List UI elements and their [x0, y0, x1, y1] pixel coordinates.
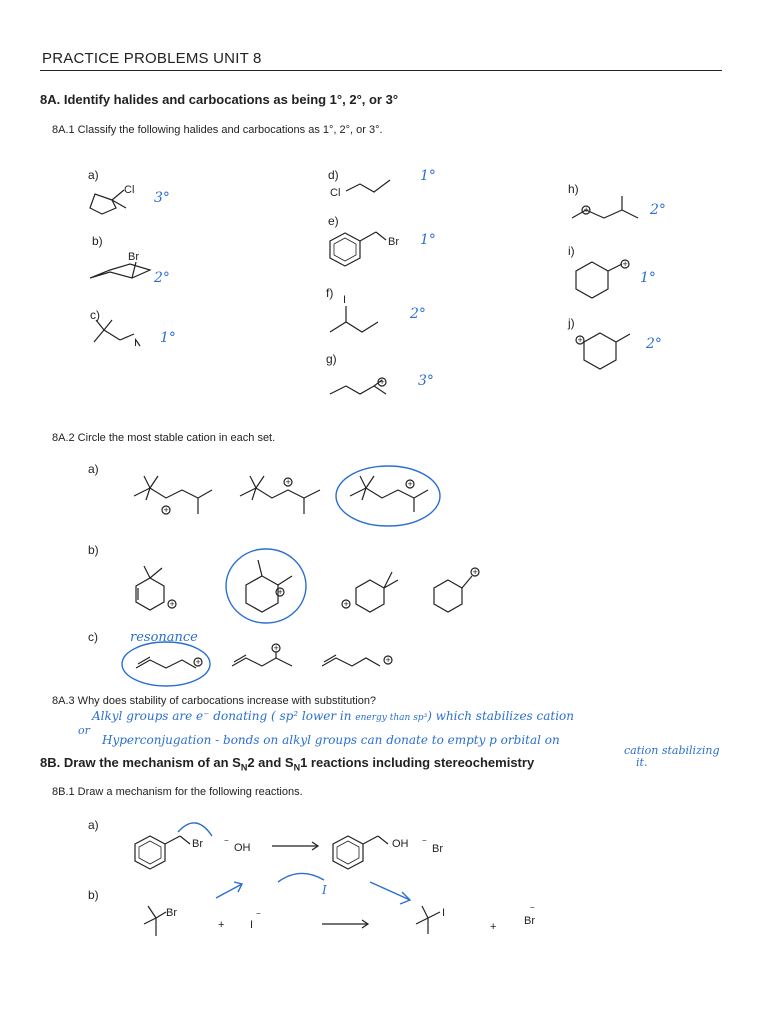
reaction-b-plus-1: +	[218, 919, 225, 931]
item-i-label: i)	[568, 244, 575, 258]
set-a-option-3-charge: +	[407, 479, 413, 489]
item-c-atom: I	[134, 337, 138, 349]
reaction-a	[135, 823, 443, 869]
reaction-a-nucleophile: OH	[234, 842, 251, 854]
reaction-b-nucleophile-charge: −	[256, 909, 261, 918]
resonance-note: resonance	[130, 630, 198, 645]
q-8a1-prompt: 8A.1 Classify the following halides and carbocations as 1°, 2°, or 3°.	[52, 124, 383, 136]
set-c-option-2-charge: +	[273, 643, 279, 653]
reaction-b-nucleophile: I	[250, 919, 254, 931]
item-c-label: c)	[90, 308, 100, 322]
reaction-b-label: b)	[88, 888, 99, 902]
reaction-a-leaving-charge: −	[422, 836, 427, 845]
reaction-b-product-atom: I	[442, 907, 446, 919]
q-8a3-answer-line2: Hyperconjugation - bonds on alkyl groups can donate to empty p orbital on	[102, 733, 560, 747]
section-8a-heading: 8A. Identify halides and carbocations as being 1°, 2°, or 3°	[40, 92, 399, 107]
answer-text-part-1: Alkyl groups are e⁻ donating ( sp² lower in	[92, 709, 356, 723]
item-f-label: f)	[326, 286, 334, 300]
q-8a3-prompt: 8A.3 Why does stability of carbocations increase with substitution?	[52, 695, 377, 707]
set-c-label: c)	[88, 630, 98, 644]
set-b-option-3-charge: +	[343, 599, 349, 609]
q-8a3-answer-line2-end: it.	[636, 756, 648, 769]
reaction-a-reactant-atom: Br	[192, 838, 203, 850]
reaction-b-leaving-charge: −	[530, 903, 535, 912]
page-title: PRACTICE PROBLEMS UNIT 8	[42, 50, 262, 67]
reaction-a-product-group: OH	[392, 838, 409, 850]
item-c-answer: 1°	[160, 330, 176, 346]
set-a-option-2-charge: +	[285, 477, 291, 487]
item-e-atom: Br	[388, 236, 399, 248]
reaction-b-leaving-group: Br	[524, 915, 535, 927]
answer-text-part-3: ) which stabilizes cation	[427, 709, 574, 723]
handwritten-sketch	[278, 873, 324, 882]
item-i-answer: 1°	[640, 270, 656, 286]
item-h-label: h)	[568, 182, 579, 196]
item-j-label: j)	[568, 316, 575, 330]
handwritten-arrow-2	[370, 882, 410, 900]
item-a-atom: Cl	[124, 184, 135, 196]
item-a-label: a)	[88, 168, 99, 182]
reaction-b-plus-2: +	[490, 921, 497, 933]
item-i-charge: +	[622, 259, 628, 269]
set-b-option-1-charge: +	[169, 599, 175, 609]
curved-arrow-a	[178, 823, 212, 836]
heading-8b-part-3: 1 reactions including stereochemistry	[300, 755, 535, 770]
reaction-a-leaving-group: Br	[432, 843, 443, 855]
set-a-option-1-charge: +	[163, 505, 169, 515]
set-b-option-4-charge: +	[472, 567, 478, 577]
reaction-b	[144, 873, 535, 936]
item-g-answer: 3°	[418, 373, 434, 389]
item-a-answer: 3°	[154, 190, 170, 206]
heading-8b-sub-1: N	[240, 762, 248, 773]
reaction-a-nucleophile-charge: −	[224, 836, 229, 845]
item-g-charge: +	[379, 377, 385, 387]
reaction-a-label: a)	[88, 818, 99, 832]
set-a-label: a)	[88, 462, 99, 476]
heading-8b-part-1: 8B. Draw the mechanism of an S	[40, 755, 241, 770]
q-8b1-prompt: 8B.1 Draw a mechanism for the following reactions.	[52, 786, 303, 798]
item-d-atom: Cl	[330, 187, 341, 199]
set-b-option-2-charge: +	[277, 587, 283, 597]
answer-text-part-2: energy than sp³	[355, 713, 428, 723]
item-b-answer: 2°	[154, 270, 170, 286]
q-8a3-or: or	[78, 724, 90, 737]
reaction-b-margin-note: I	[322, 883, 327, 897]
set-b-label: b)	[88, 543, 99, 557]
item-j-answer: 2°	[646, 336, 662, 352]
item-b-label: b)	[92, 234, 103, 248]
item-h-answer: 2°	[650, 202, 666, 218]
item-h-charge: +	[583, 205, 589, 215]
set-c-option-3-charge: +	[385, 655, 391, 665]
item-e-answer: 1°	[420, 232, 436, 248]
item-d-label: d)	[328, 168, 339, 182]
heading-8b-sub-2: N	[293, 762, 301, 773]
item-j-charge: +	[577, 335, 583, 345]
item-e-label: e)	[328, 214, 339, 228]
set-c-option-1-charge: +	[195, 657, 201, 667]
item-g-label: g)	[326, 352, 337, 366]
item-b-atom: Br	[128, 251, 139, 263]
item-f-atom: I	[343, 294, 347, 306]
item-d-answer: 1°	[420, 168, 436, 184]
q-8a2-prompt: 8A.2 Circle the most stable cation in each set.	[52, 432, 276, 444]
reaction-b-reactant-atom: Br	[166, 907, 177, 919]
heading-8b-part-2: 2 and S	[247, 755, 294, 770]
q-8a3-answer-line2-cont: cation stabilizing	[624, 744, 720, 757]
item-f-answer: 2°	[410, 306, 426, 322]
